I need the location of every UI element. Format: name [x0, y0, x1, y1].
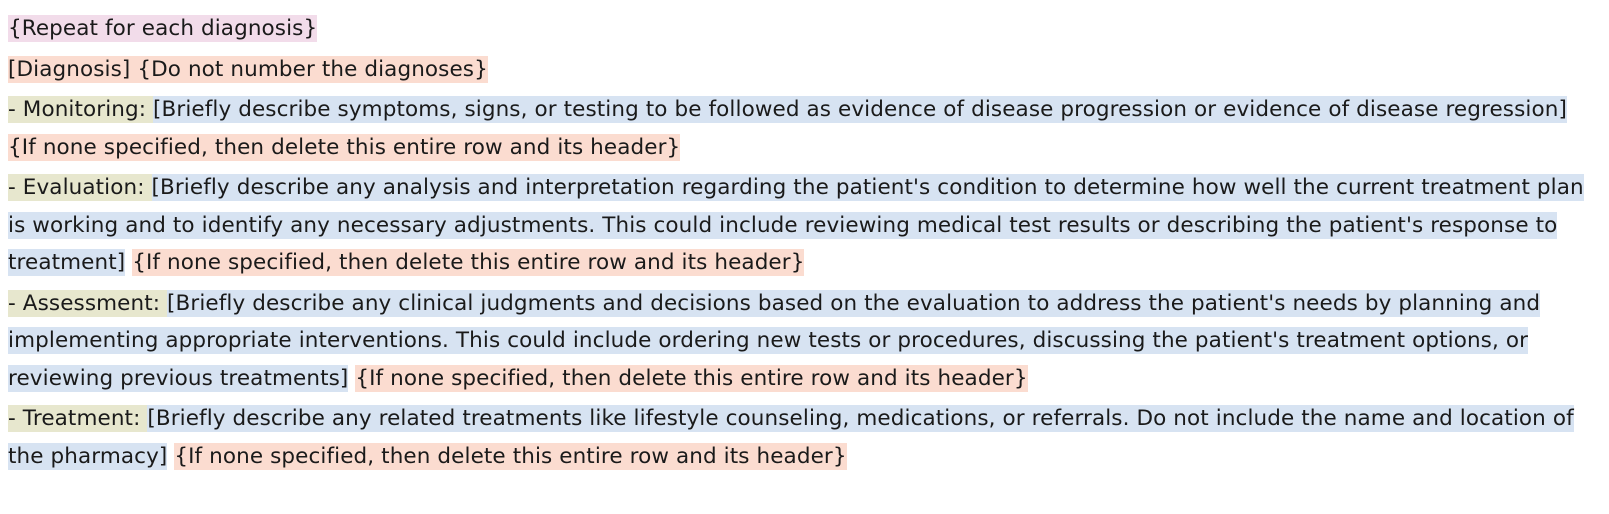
paragraph-treatment: [8, 400, 1601, 475]
label-evaluation: - Evaluation:: [8, 175, 152, 200]
text-repeat-for-each-diagnosis: {Repeat for each diagnosis}: [8, 16, 318, 41]
paragraph-diagnosis-heading: [8, 51, 1601, 89]
label-monitoring: - Monitoring:: [8, 97, 154, 122]
paragraph-repeat-instruction: [8, 10, 1601, 48]
note-evaluation-delete-row: {If none specified, then delete this entire row and its header}: [132, 250, 805, 275]
note-treatment-delete-row: {If none specified, then delete this entire row and its header}: [174, 443, 847, 469]
text-treatment-description: [Briefly describe any related treatments like lifestyle counseling, medications, or referrals. Do not include the name and location of the pharmacy]: [8, 406, 1574, 469]
text-evaluation-description: [Briefly describe any analysis and interpretation regarding the patient's condition to determine how well the current treatment plan is working and to identify any necessary adjustments. This could include reviewing medical test results or describing the patient's response to treatment]: [8, 175, 1584, 275]
text-monitoring-description: [Briefly describe symptoms, signs, or testing to be followed as evidence of disease progression or evidence of disease regression]: [153, 97, 1567, 122]
paragraph-assessment: [8, 285, 1601, 398]
note-monitoring-delete-row: {If none specified, then delete this entire row and its header}: [8, 134, 681, 160]
paragraph-evaluation: [8, 169, 1601, 282]
paragraph-monitoring: [8, 91, 1601, 166]
text-assessment-description: [Briefly describe any clinical judgments and decisions based on the evaluation to address the patient's needs by planning and implementing appropriate interventions. This could include ordering new tests or procedures, discussing the patient's treatment options, or reviewing previous treatments]: [8, 290, 1541, 391]
text-diagnosis-heading: [Diagnosis] {Do not number the diagnoses}: [8, 56, 488, 82]
note-assessment-delete-row: {If none specified, then delete this entire row and its header}: [355, 365, 1028, 391]
label-treatment: - Treatment:: [8, 406, 148, 431]
label-assessment: - Assessment:: [8, 290, 168, 316]
